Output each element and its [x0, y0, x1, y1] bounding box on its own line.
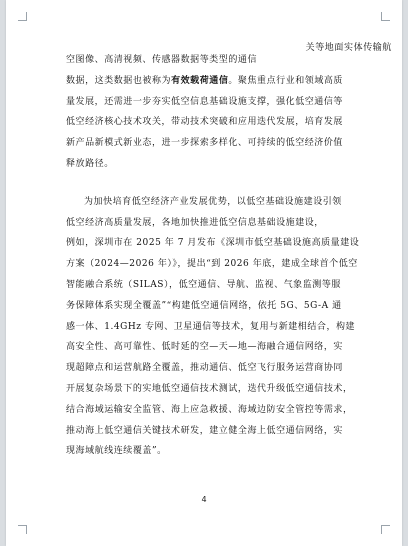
- document-page: [6, 0, 402, 546]
- crop-mark-top-right: [381, 12, 390, 21]
- body-text: [66, 50, 366, 462]
- text-line: 务保障体系实现全覆盖”“构建低空通信网络，依托 5G、5G-A 通: [66, 300, 342, 311]
- page-number: 4: [201, 495, 207, 504]
- text-line: 现超障点和运营航路全覆盖，推动通信、低空飞行服务运营商协同: [66, 363, 343, 374]
- text-line: 高安全性、高可靠性、低时延的空—天—地—海融合通信网络，实: [66, 342, 343, 353]
- text-span: 。聚焦重点行业和领域高质: [228, 75, 343, 86]
- crop-mark-top-left: [18, 12, 27, 21]
- text-line: [66, 71, 366, 92]
- text-line: 为加快培育低空经济产业发展优势，以低空基础设施建设引领: [84, 196, 342, 207]
- text-line: 空图像、高清视频、传感器数据等类型的通信: [66, 55, 258, 65]
- crop-mark-bottom-left: [18, 525, 27, 534]
- paragraph-2: [66, 192, 366, 462]
- text-line: 开展复杂场景下的实地低空通信技术测试，迭代升级低空通信技术，: [66, 383, 353, 394]
- text-line: 智能融合系统（SILAS），低空通信、导航、监视、气象监测等服: [66, 279, 341, 290]
- text-line: 感一体、1.4GHz 专网、卫星通信等技术，复用与新建相结合，构建: [66, 321, 356, 332]
- text-span: 数据，这类数据也被称为: [66, 75, 172, 86]
- running-header: 关等地面实体传输航: [305, 43, 392, 53]
- text-line: 释放路径。: [66, 158, 114, 169]
- text-line: 新产品新模式新业态，进一步探索多样化、可持续的低空经济价值: [66, 138, 343, 149]
- paragraph-1: [66, 50, 366, 175]
- emphasis-text: 有效载荷通信: [171, 75, 229, 86]
- text-line: 量发展，还需进一步夯实低空信息基础设施支撑，强化低空通信等: [66, 96, 343, 107]
- text-line: 现海域航线连续覆盖”。: [66, 446, 167, 457]
- text-line: 推动海上低空通信关键技术研发，建立健全海上低空通信网络，实: [66, 425, 343, 436]
- crop-mark-bottom-right: [381, 525, 390, 534]
- text-line: 低空经济高质量发展，各地加快推进低空信息基础设施建设，: [66, 217, 324, 228]
- text-line: 低空经济核心技术攻关，带动技术突破和应用迭代发展，培育发展: [66, 117, 343, 128]
- text-line: 方案（2024—2026 年）》，提出“到 2026 年底，建成全球首个低空: [66, 259, 358, 270]
- text-line: 例如，深圳市在 2025 年 7 月发布《深圳市低空基础设施高质量建设: [66, 238, 360, 249]
- paragraph-gap: [66, 175, 366, 192]
- text-line: 结合海域运输安全监管、海上应急救援、海域边防安全管控等需求，: [66, 404, 353, 415]
